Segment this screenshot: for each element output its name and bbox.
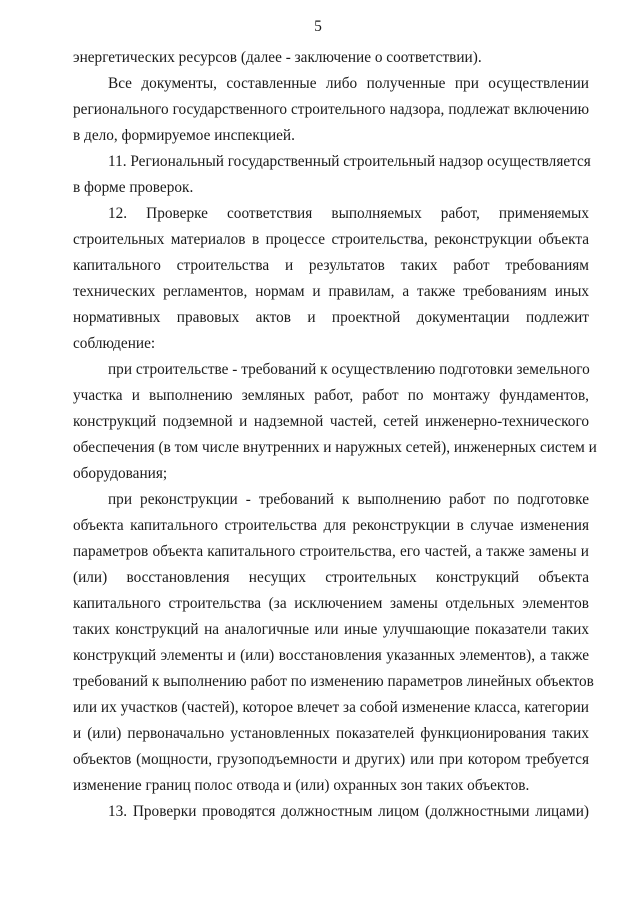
text-line: в форме проверок. [73, 179, 194, 196]
text-line: соблюдение: [73, 335, 156, 352]
text-line: конструкций подземной и надземной частей, сетей инженерно-технического [73, 413, 589, 430]
text-line: участка и выполнению земляных работ, работ по монтажу фундаментов, [73, 387, 589, 404]
text-line: регионального государственного строительного надзора, подлежат включению [73, 101, 589, 118]
text-line: при реконструкции - требований к выполнению работ по подготовке [108, 491, 589, 508]
text-line: капитального строительства (за исключением замены отдельных элементов [73, 595, 589, 612]
document-body [73, 45, 597, 825]
text-line: и (или) первоначально установленных показателей функционирования таких [73, 725, 589, 742]
text-line: при строительстве - требований к осуществлению подготовки земельного [108, 361, 590, 378]
text-line: обеспечения (в том числе внутренних и наружных сетей), инженерных систем и [73, 439, 597, 456]
text-line: в дело, формируемое инспекцией. [73, 127, 295, 144]
text-line: Все документы, составленные либо полученные при осуществлении [108, 75, 589, 92]
text-line: объекта капитального строительства для реконструкции в случае изменения [73, 517, 589, 534]
text-line: 13. Проверки проводятся должностным лицом (должностными лицами) [108, 803, 589, 820]
page-number: 5 [314, 18, 322, 35]
text-line: капитального строительства и результатов таких работ требованиям [73, 257, 589, 274]
text-line: 12. Проверке соответствия выполняемых работ, применяемых [108, 205, 589, 222]
text-line: конструкций элементы и (или) восстановления указанных элементов), а также [73, 647, 589, 664]
text-line: требований к выполнению работ по изменению параметров линейных объектов [73, 673, 594, 690]
text-line: 11. Региональный государственный строительный надзор осуществляется [108, 153, 591, 170]
text-line: строительных материалов в процессе строительства, реконструкции объекта [73, 231, 589, 248]
text-line: таких конструкций на аналогичные или иные улучшающие показатели таких [73, 621, 589, 638]
text-line: изменение границ полос отвода и (или) охранных зон таких объектов. [73, 777, 530, 794]
text-line: технических регламентов, нормам и правилам, а также требованиям иных [73, 283, 589, 300]
text-line: нормативных правовых актов и проектной документации подлежит [73, 309, 589, 326]
text-line: объектов (мощности, грузоподъемности и других) или при котором требуется [73, 751, 589, 768]
text-line: или их участков (частей), которое влечет за собой изменение класса, категории [73, 699, 589, 716]
text-line: энергетических ресурсов (далее - заключение о соответствии). [73, 49, 482, 66]
text-line: (или) восстановления несущих строительных конструкций объекта [73, 569, 589, 586]
text-line: оборудования; [73, 465, 168, 482]
text-line: параметров объекта капитального строительства, его частей, а также замены и [73, 543, 589, 560]
